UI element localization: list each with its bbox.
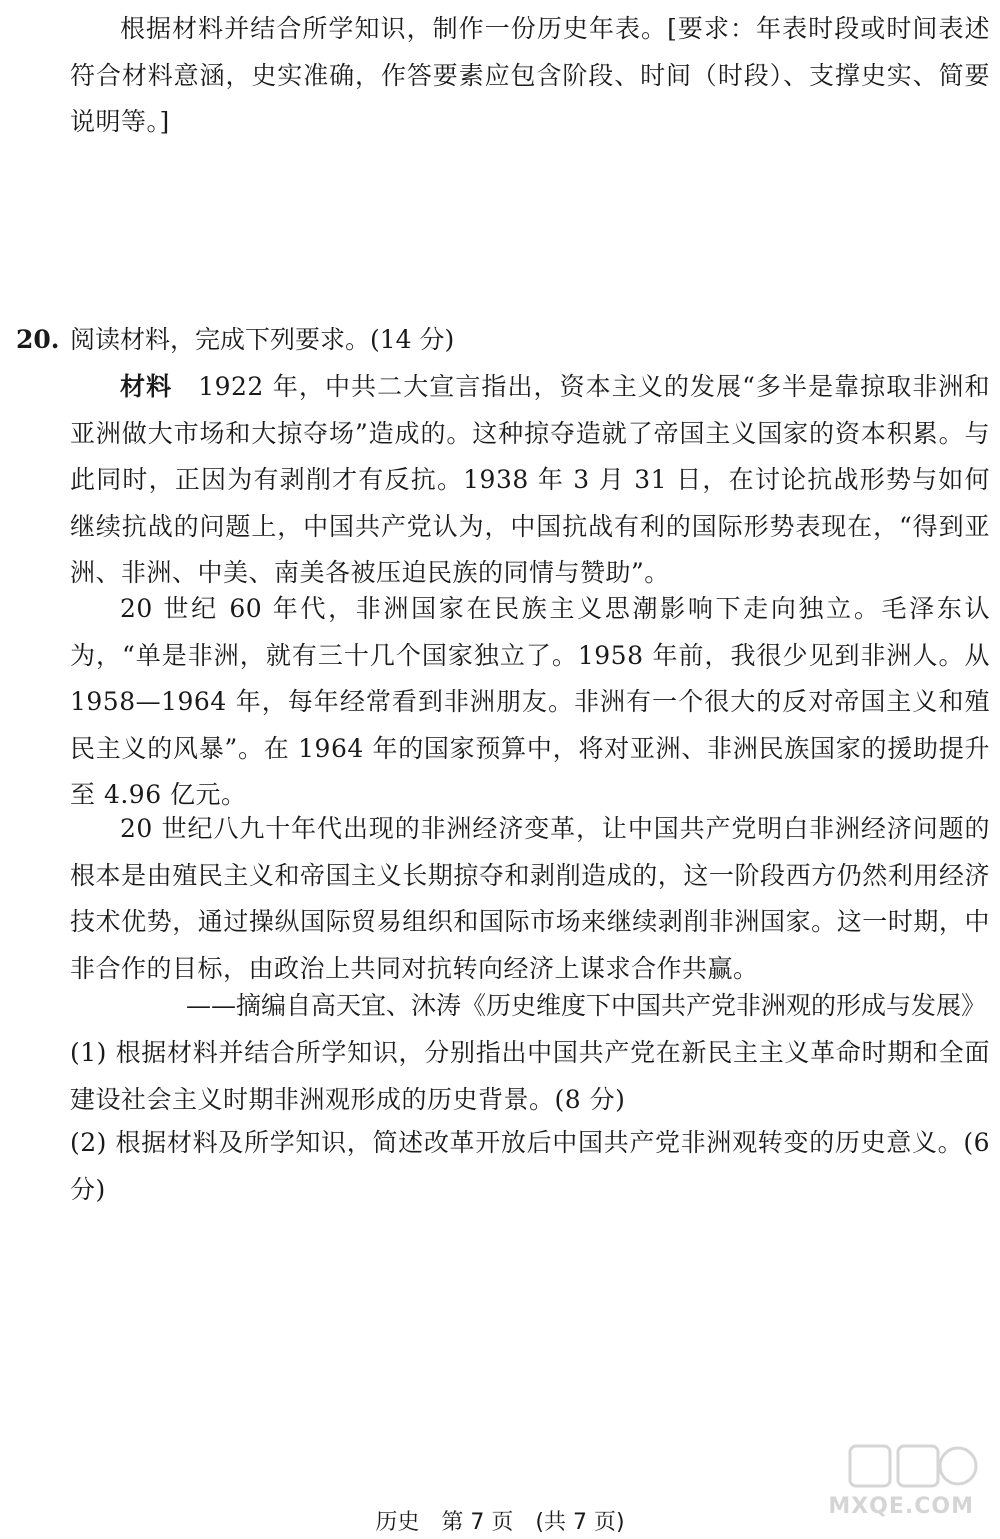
material-paragraph-1 — [70, 364, 990, 597]
material-paragraph-1-text: 1922 年，中共二大宣言指出，资本主义的发展“多半是靠掠取非洲和亚洲做大市场和大掠夺场”造成的。这种掠夺造就了帝国主义国家的资本积累。与此同时，正因为有剥削才有反抗。1938 年 3 月 31 日，在讨论抗战形势与如何继续抗战的问题上，中国共产党认为，中国抗战有利的国际形势表现在，“得到亚洲、非洲、中美、南美各被压迫民族的同情与赞助”。 — [70, 372, 990, 587]
material-source: ——摘编自高天宜、沐涛《历史维度下中国共产党非洲观的形成与发展》 — [185, 991, 986, 1020]
sub-question-1: (1) 根据材料并结合所学知识，分别指出中国共产党在新民主主义革命时期和全面建设社会主义时期非洲观形成的历史背景。(8 分) — [70, 1038, 990, 1114]
material-paragraph-3: 20 世纪八九十年代出现的非洲经济变革，让中国共产党明白非洲经济问题的根本是由殖民主义和帝国主义长期掠夺和剥削造成的，这一阶段西方仍然利用经济技术优势，通过操纵国际贸易组织和国际市场来继续剥削非洲国家。这一时期，中非合作的目标，由政治上共同对抗转向经济上谋求合作共赢。 — [70, 814, 990, 983]
sub-question-2: (2) 根据材料及所学知识，简述改革开放后中国共产党非洲观转变的历史意义。(6 分) — [70, 1128, 990, 1204]
watermark-text: MXQE.COM — [828, 1494, 974, 1519]
question-title: 阅读材料，完成下列要求。(14 分) — [70, 325, 455, 354]
question-number: 20. — [16, 325, 60, 354]
material-label: 材料 — [120, 372, 173, 401]
material-paragraph-2: 20 世纪 60 年代，非洲国家在民族主义思潮影响下走向独立。毛泽东认为，“单是非洲，就有三十几个国家独立了。1958 年前，我很少见到非洲人。从 1958—1964 年，每年经常看到非洲朋友。非洲有一个很大的反对帝国主义和殖民主义的风暴”。在 1964 年的国家预算中，将对亚洲、非洲民族国家的援助提升至 4.96 亿元。 — [70, 594, 990, 809]
page-footer: 历史 第 7 页 (共 7 页) — [375, 1510, 625, 1535]
timeline-task-text: 根据材料并结合所学知识，制作一份历史年表。[要求：年表时段或时间表述符合材料意涵，史实准确，作答要素应包含阶段、时间（时段）、支撑史实、简要说明等。] — [70, 14, 990, 136]
